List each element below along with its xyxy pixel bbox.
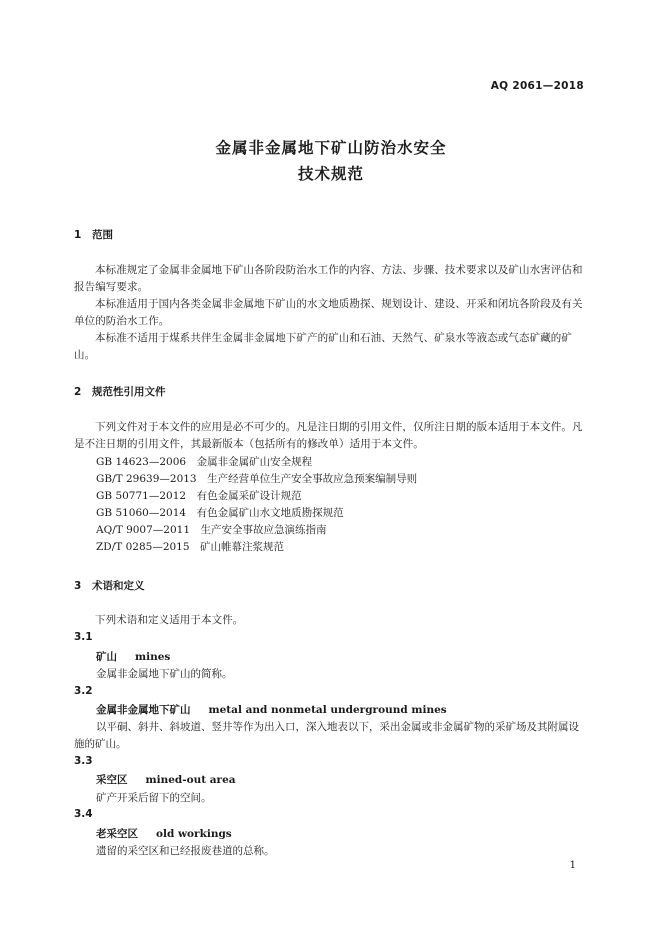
term-zh: 老采空区 [96,828,138,840]
reference-item: AQ/T 9007—2011 生产安全事故应急演练指南 [96,524,327,536]
standard-code: AQ 2061—2018 [490,80,584,92]
section-1-number: 1 [74,229,82,241]
term-zh: 矿山 [96,651,117,663]
term-definition: 以平硐、斜井、斜坡道、竖井等作为出入口，深入地表以下，采出金属或非金属矿物的采矿场及其附属设施的矿山。 [74,721,579,750]
reference-item: ZD/T 0285—2015 矿山帷幕注浆规范 [96,541,285,553]
reference-item: GB 50771—2012 有色金属采矿设计规范 [96,490,302,502]
term-en: mines [135,651,171,663]
term-en: metal and nonmetal underground mines [208,704,447,716]
section-2-intro: 下列文件对于本文件的应用是必不可少的。凡是注日期的引用文件，仅所注日期的版本适用于本文件。凡是不注日期的引用文件，其最新版本（包括所有的修改单）适用于本文件。 [74,421,583,450]
document-title-line1: 金属非金属地下矿山防治水安全 [215,139,447,157]
term-zh: 采空区 [96,774,128,786]
term-zh: 金属非金属地下矿山 [96,704,191,716]
section-3-intro: 下列术语和定义适用于本文件。 [95,614,244,626]
reference-item: GB 51060—2014 有色金属矿山水文地质勘探规范 [96,507,344,519]
term-entry [96,826,232,841]
section-2-title: 规范性引用文件 [92,386,166,398]
reference-item: GB/T 29639—2013 生产经营单位生产安全事故应急预案编制导则 [96,473,418,485]
section-1-paragraph: 本标准适用于国内各类金属非金属地下矿山的水文地质勘探、规划设计、建设、开采和闭坑各阶段及有关单位的防治水工作。 [74,298,583,327]
term-entry [96,702,447,717]
term-number: 3.2 [74,685,93,697]
term-en: old workings [156,828,232,840]
section-3-title: 术语和定义 [92,580,145,592]
term-definition: 矿产开采后留下的空间。 [96,792,212,804]
term-entry [96,772,236,787]
term-definition: 遗留的采空区和已经报废巷道的总称。 [96,845,275,857]
term-number: 3.4 [74,808,93,820]
page-number: 1 [569,860,576,871]
term-number: 3.1 [74,631,93,643]
section-1-heading [74,227,113,242]
section-1-paragraph: 本标准不适用于煤系共伴生金属非金属地下矿产的矿山和石油、天然气、矿泉水等液态或气态矿藏的矿山。 [74,332,572,361]
section-3-heading [74,578,145,593]
document-title-line2: 技术规范 [297,165,364,183]
term-entry [96,649,170,664]
term-definition: 金属非金属地下矿山的简称。 [96,668,233,680]
section-3-number: 3 [74,580,82,592]
section-1-title: 范围 [92,229,113,241]
term-number: 3.3 [74,755,93,767]
section-2-number: 2 [74,386,82,398]
term-en: mined-out area [145,774,236,786]
reference-item: GB 14623—2006 金属非金属矿山安全规程 [96,456,313,468]
section-2-heading [74,384,166,399]
section-1-paragraph: 本标准规定了金属非金属地下矿山各阶段防治水工作的内容、方法、步骤、技术要求以及矿山水害评估和报告编写要求。 [74,264,583,293]
